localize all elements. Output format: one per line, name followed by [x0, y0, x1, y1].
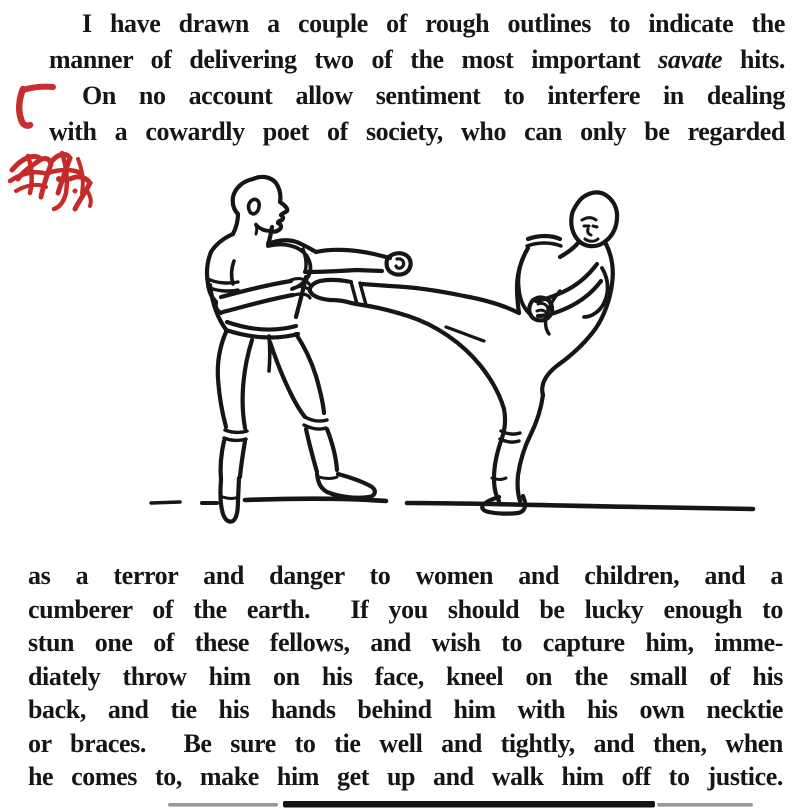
text-line-content: with a cowardly poet of society, who can only be regarded: [49, 117, 785, 146]
left-figure-fist: [387, 253, 411, 274]
text-line-content: On no account allow sentiment to interfere in dealing: [82, 81, 785, 110]
text-line: [28, 660, 783, 694]
text-line-content: cumberer of the earth. If you should be lucky enough to: [28, 594, 783, 624]
ground-line: [151, 499, 753, 509]
text-line: [28, 727, 783, 761]
top-paragraph-block: [49, 6, 785, 150]
bottom-paragraph-block: [28, 559, 783, 794]
left-figure: [207, 177, 411, 522]
text-line-content: as a terror and danger to women and children, and a: [28, 561, 783, 590]
text-line-content: stun one of these fellows, and wish to capture him, imme-: [28, 628, 783, 657]
text-line-content: hits.: [740, 45, 785, 74]
text-line: [28, 593, 783, 627]
red-margin-bracket-mark: [19, 87, 53, 126]
right-figure: [310, 192, 617, 513]
text-line: [49, 42, 785, 78]
text-line: [49, 6, 785, 42]
text-line: [49, 114, 785, 150]
savate-illustration: [151, 177, 753, 522]
text-line-content: diately throw him on his face, kneel on the small of his: [28, 661, 783, 691]
text-line: [28, 559, 783, 593]
left-figure-ear: [249, 199, 260, 213]
text-line-content: back, and tie his hands behind him with his own necktie: [28, 695, 783, 724]
text-line: [49, 78, 785, 114]
text-line-content: I have drawn a couple of rough outlines to indicate the: [82, 9, 785, 38]
text-line-content: he comes to, make him get up and walk him off to justice.: [28, 762, 783, 791]
next-line-cutoff-artifact: [168, 801, 753, 808]
text-line-content: manner of delivering two of the most important: [49, 45, 641, 74]
kicking-foot: [310, 280, 362, 305]
text-line: [28, 760, 783, 794]
right-figure-fist: [529, 298, 552, 321]
text-line: [28, 626, 783, 660]
red-margin-scribble-mark: [10, 153, 91, 209]
text-line-content: or braces. Be sure to tie well and tightly, and then, when: [28, 728, 783, 758]
italic-word-savate: savate: [658, 45, 723, 74]
text-line: [28, 693, 783, 727]
